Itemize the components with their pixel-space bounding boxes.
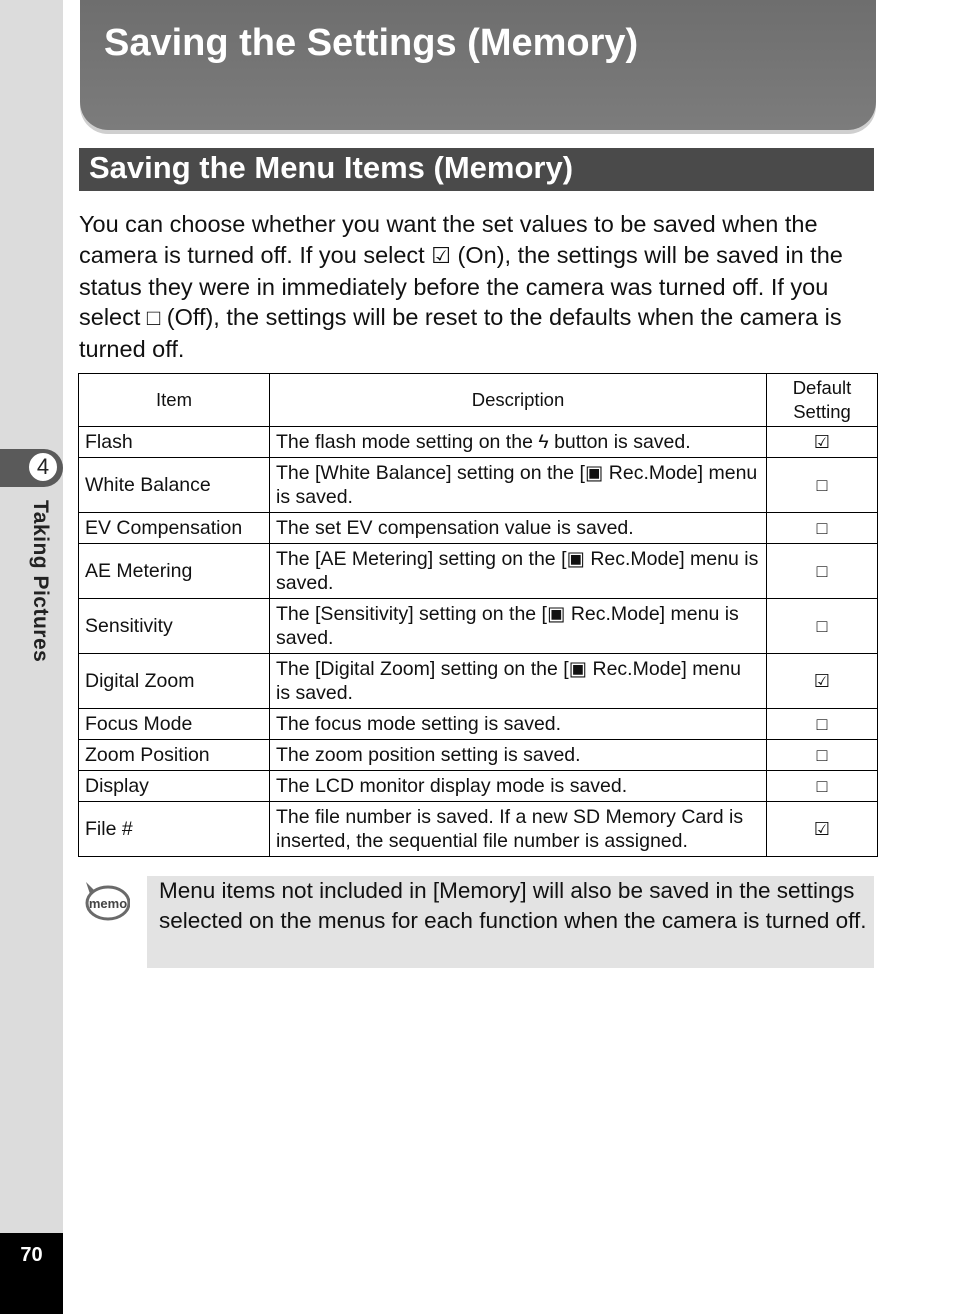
row-default-unchecked-icon: □ [767,513,878,544]
header-description: Description [270,374,767,427]
header-default-setting: Default Setting [767,374,878,427]
row-description: The flash mode setting on the ϟ button is saved. [270,427,767,458]
row-default-checked-icon: ☑ [767,427,878,458]
row-description: The set EV compensation value is saved. [270,513,767,544]
row-item: Display [79,771,270,802]
memory-settings-table [78,373,878,857]
row-description: The file number is saved. If a new SD Memory Card is inserted, the sequential file number is assigned. [270,802,767,857]
title-banner [80,0,876,130]
table-row [79,513,878,544]
table-header-row [79,374,878,427]
row-item: Digital Zoom [79,654,270,709]
row-description: The [Sensitivity] setting on the [▣ Rec.Mode] menu is saved. [270,599,767,654]
row-description: The [Digital Zoom] setting on the [▣ Rec.Mode] menu is saved. [270,654,767,709]
row-description: The [White Balance] setting on the [▣ Rec.Mode] menu is saved. [270,458,767,513]
table-row [79,740,878,771]
checkbox-on-icon: ☑ [431,242,451,268]
row-default-unchecked-icon: □ [767,544,878,599]
intro-paragraph [79,209,879,365]
table-row [79,709,878,740]
row-item: Sensitivity [79,599,270,654]
row-default-unchecked-icon: □ [767,740,878,771]
row-default-unchecked-icon: □ [767,771,878,802]
row-default-checked-icon: ☑ [767,654,878,709]
row-item: Flash [79,427,270,458]
row-description: The focus mode setting is saved. [270,709,767,740]
row-item: Zoom Position [79,740,270,771]
row-item: File # [79,802,270,857]
table-row [79,802,878,857]
row-default-unchecked-icon: □ [767,709,878,740]
row-default-checked-icon: ☑ [767,802,878,857]
memo-text: Menu items not included in [Memory] will also be saved in the settings selected on the menus for each function when the camera is turned off. [159,878,867,933]
section-title: Saving the Menu Items (Memory) [89,150,574,185]
intro-text-part2: (On), the settings will be saved in the status they were in immediately before the camera was turned off. If you select [79,241,843,331]
row-item: White Balance [79,458,270,513]
row-description: The zoom position setting is saved. [270,740,767,771]
chapter-title: Taking Pictures [29,500,52,663]
checkbox-off-icon: □ [146,305,161,331]
memo-icon-label: memo [88,896,128,911]
table-row [79,458,878,513]
table-row [79,599,878,654]
table-row [79,544,878,599]
page-title: Saving the Settings (Memory) [104,22,639,64]
row-default-unchecked-icon: □ [767,458,878,513]
row-item: AE Metering [79,544,270,599]
row-description: The [AE Metering] setting on the [▣ Rec.Mode] menu is saved. [270,544,767,599]
table-row [79,654,878,709]
row-item: EV Compensation [79,513,270,544]
table-row [79,427,878,458]
row-description: The LCD monitor display mode is saved. [270,771,767,802]
intro-text-part3: (Off), the settings will be reset to the defaults when the camera is turned off. [79,304,842,363]
page-number: 70 [20,1244,43,1266]
row-default-unchecked-icon: □ [767,599,878,654]
table-row [79,771,878,802]
row-item: Focus Mode [79,709,270,740]
chapter-number: 4 [27,451,59,483]
header-item: Item [79,374,270,427]
memo-icon [82,880,130,922]
intro-text-part1: You can choose whether you want the set values to be saved when the camera is turned off. If you select [79,211,818,268]
